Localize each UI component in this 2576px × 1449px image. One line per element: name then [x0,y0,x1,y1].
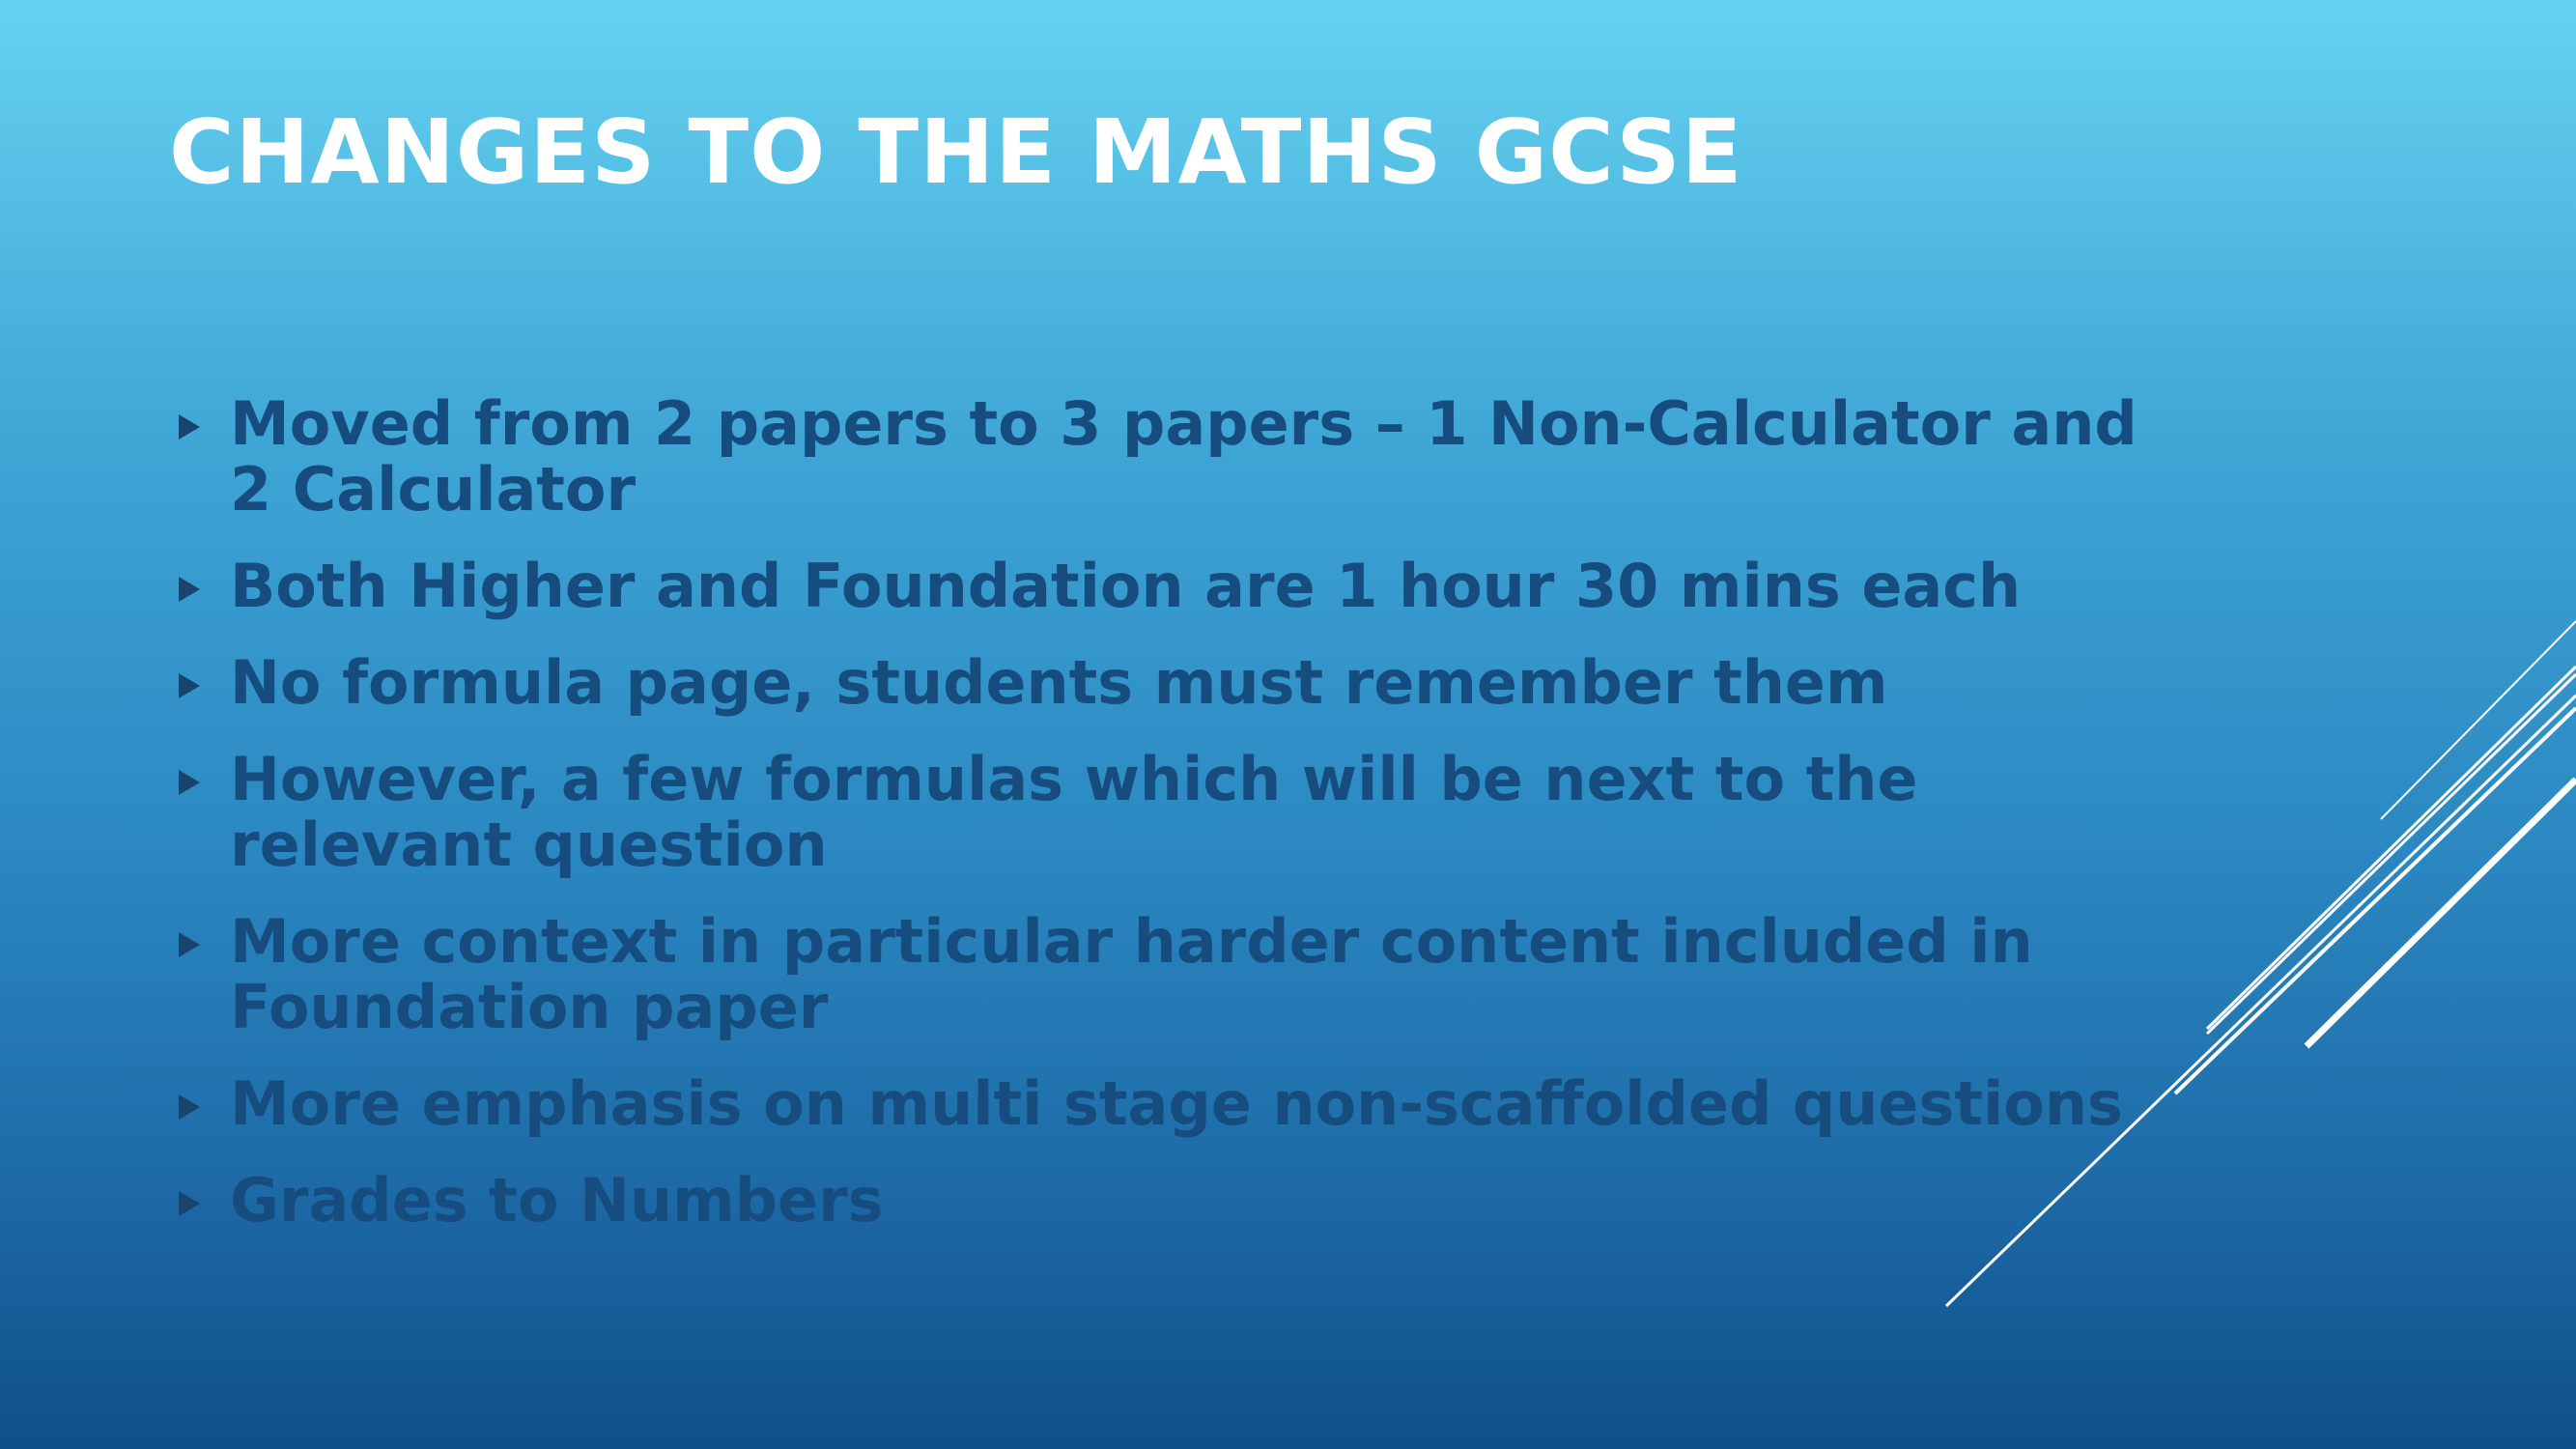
decorative-line [2307,780,2576,1046]
bullet-text: Both Higher and Foundation are 1 hour 30 mins each [230,551,2022,621]
bullet-text: However, a few formulas which will be next to the relevant question [230,744,1918,880]
bullet-text: No formula page, students must remember them [230,647,1888,718]
bullet-text: More emphasis on multi stage non-scaffolded questions [230,1068,2123,1139]
bullet-text: Moved from 2 papers to 3 papers – 1 Non-Calculator and 2 Calculator [230,388,2137,525]
decorative-line [1946,696,2576,1306]
decorative-line [2175,708,2576,1094]
bullet-text: Grades to Numbers [230,1165,884,1236]
decorative-line [2207,667,2576,1029]
bullet-text: More context in particular harder content included in Foundation paper [230,906,2033,1042]
decorative-line [2207,674,2576,1034]
slide-title: CHANGES TO THE MATHS GCSE [169,100,1743,204]
